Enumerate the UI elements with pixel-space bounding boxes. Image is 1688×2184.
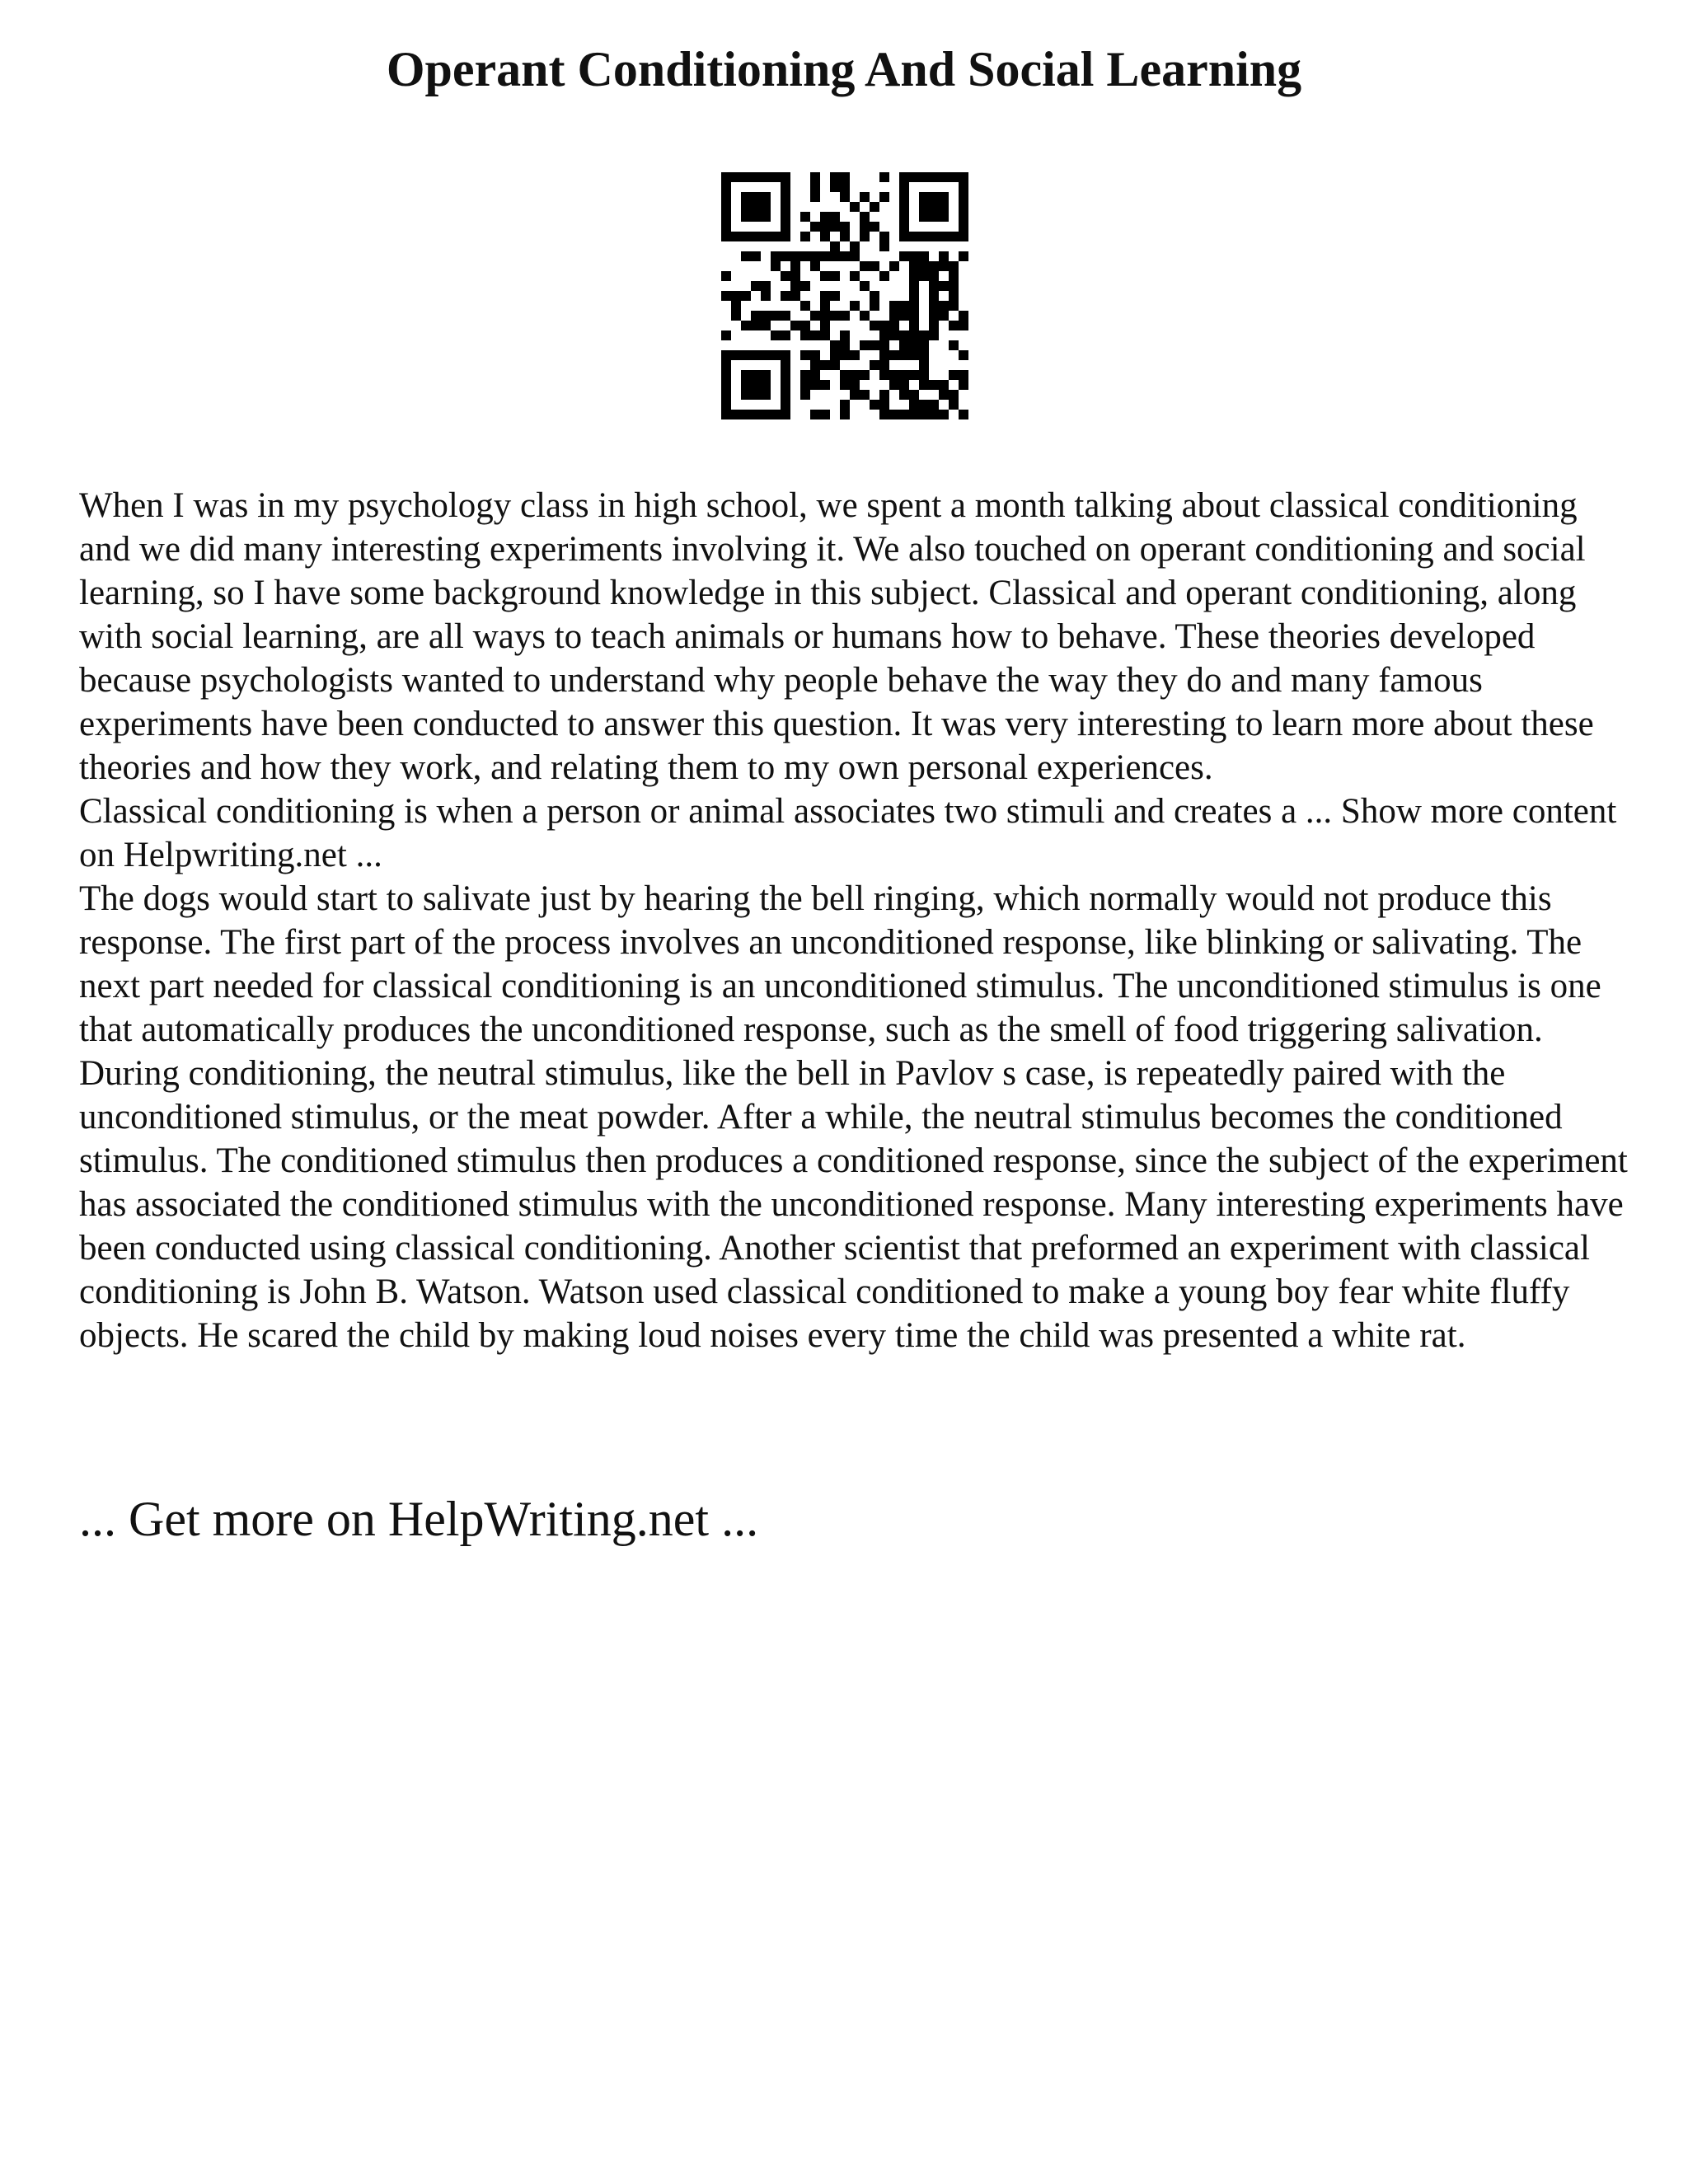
- document-body: [79, 484, 1629, 1357]
- paragraph-classical-conditioning: Classical conditioning is when a person or animal associates two stimuli and creates a ... Show more content on Helpwriting.net ...: [79, 792, 1617, 874]
- paragraph-intro: When I was in my psychology class in high school, we spent a month talking about classical conditioning and we did many interesting experiments involving it. We also touched on operant conditioning and social learning, so I have some background knowledge in this subject. Classical and operant conditioning, along with social learning, are all ways to teach animals or humans how to behave. These theories developed because psychologists wanted to understand why people behave the way they do and many famous experiments have been conducted to answer this question. It was very interesting to learn more about these theories and how they work, and relating them to my own personal experiences.: [79, 486, 1594, 787]
- qr-code-icon[interactable]: [721, 172, 968, 419]
- paragraph-pavlov-watson: The dogs would start to salivate just by hearing the bell ringing, which normally would not produce this response. The first part of the process involves an unconditioned response, like blinking or salivating. The next part needed for classical conditioning is an unconditioned stimulus. The unconditioned stimulus is one that automatically produces the unconditioned response, such as the smell of food triggering salivation. During conditioning, the neutral stimulus, like the bell in Pavlov s case, is repeatedly paired with the unconditioned stimulus, or the meat powder. After a while, the neutral stimulus becomes the conditioned stimulus. The conditioned stimulus then produces a conditioned response, since the subject of the experiment has associated the conditioned stimulus with the unconditioned response. Many interesting experiments have been conducted using classical conditioning. Another scientist that preformed an experiment with classical conditioning is John B. Watson. Watson used classical conditioned to make a young boy fear white fluffy objects. He scared the child by making loud noises every time the child was presented a white rat.: [79, 879, 1628, 1355]
- get-more-link[interactable]: ... Get more on HelpWriting.net ...: [79, 1492, 759, 1546]
- page-title: Operant Conditioning And Social Learning: [386, 42, 1302, 96]
